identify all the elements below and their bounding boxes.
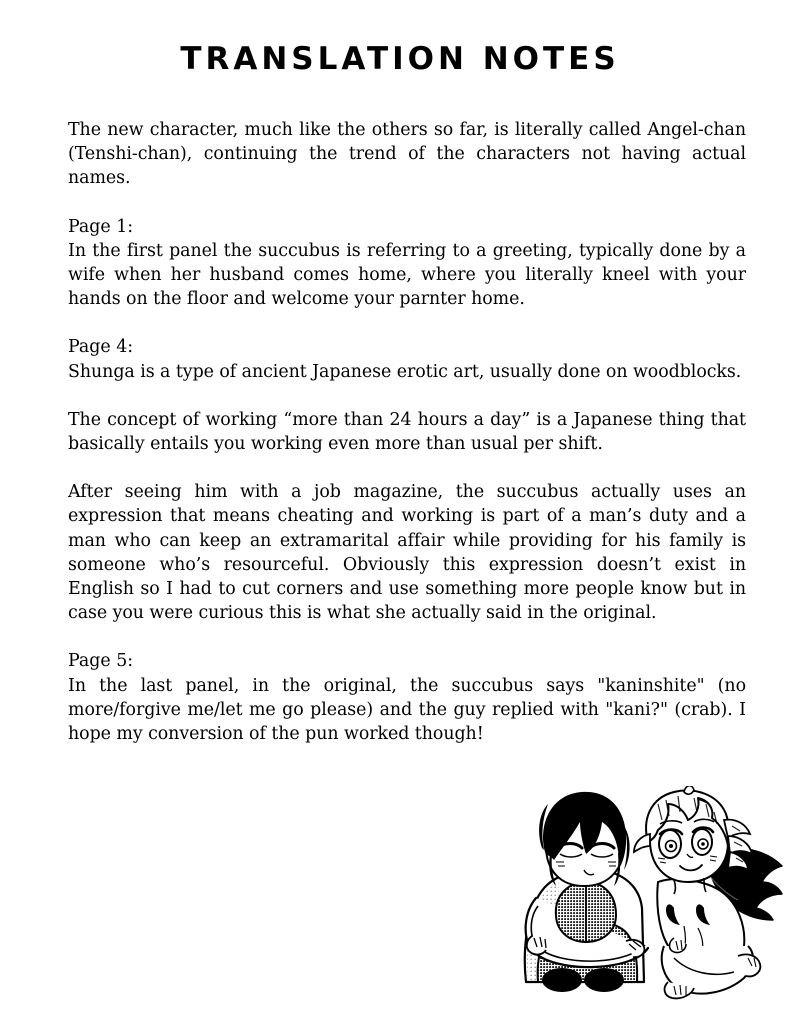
intro-paragraph: The new character, much like the others so far, is literally called Angel-chan (Tenshi-chan), continuing the trend of the characters not having actual names. <box>68 120 746 189</box>
notes-body <box>68 118 746 746</box>
section-body-page-1: In the first panel the succubus is referring to a greeting, typically done by a wife when her husband comes home, where you literally kneel with your hands on the floor and welcome your parnter home. <box>68 240 746 310</box>
chibi-characters-svg <box>498 786 790 1018</box>
chibi-characters-illustration <box>498 786 790 1018</box>
note-24-hours-paragraph: The concept of working “more than 24 hours a day” is a Japanese thing that basically entails you working even more than usual per shift. <box>68 409 746 455</box>
section-body-page-5: In the last panel, in the original, the succubus says "kaninshite" (no more/forgive me/let me go please) and the guy replied with "kani?" (crab). I hope my conversion of the pun worked though! <box>68 675 746 745</box>
section-page-5 <box>68 649 746 746</box>
page-title: TRANSLATION NOTES <box>180 41 620 77</box>
section-page-4 <box>68 335 746 383</box>
note-expression-paragraph: After seeing him with a job magazine, the succubus actually uses an expression that means cheating and working is part of a man’s duty and a man who can keep an extramarital affair while providing for his family is someone who’s resourceful. Obviously this expression doesn’t exist in English so I had to cut corners and use something more people know but in case you were curious this is what she actually said in the original. <box>68 482 746 624</box>
section-body-page-4: Shunga is a type of ancient Japanese erotic art, usually done on woodblocks. <box>68 361 742 382</box>
section-label-page-4: Page 4: <box>68 337 134 358</box>
section-page-1 <box>68 215 746 312</box>
section-label-page-5: Page 5: <box>68 651 134 672</box>
section-label-page-1: Page 1: <box>68 216 134 237</box>
